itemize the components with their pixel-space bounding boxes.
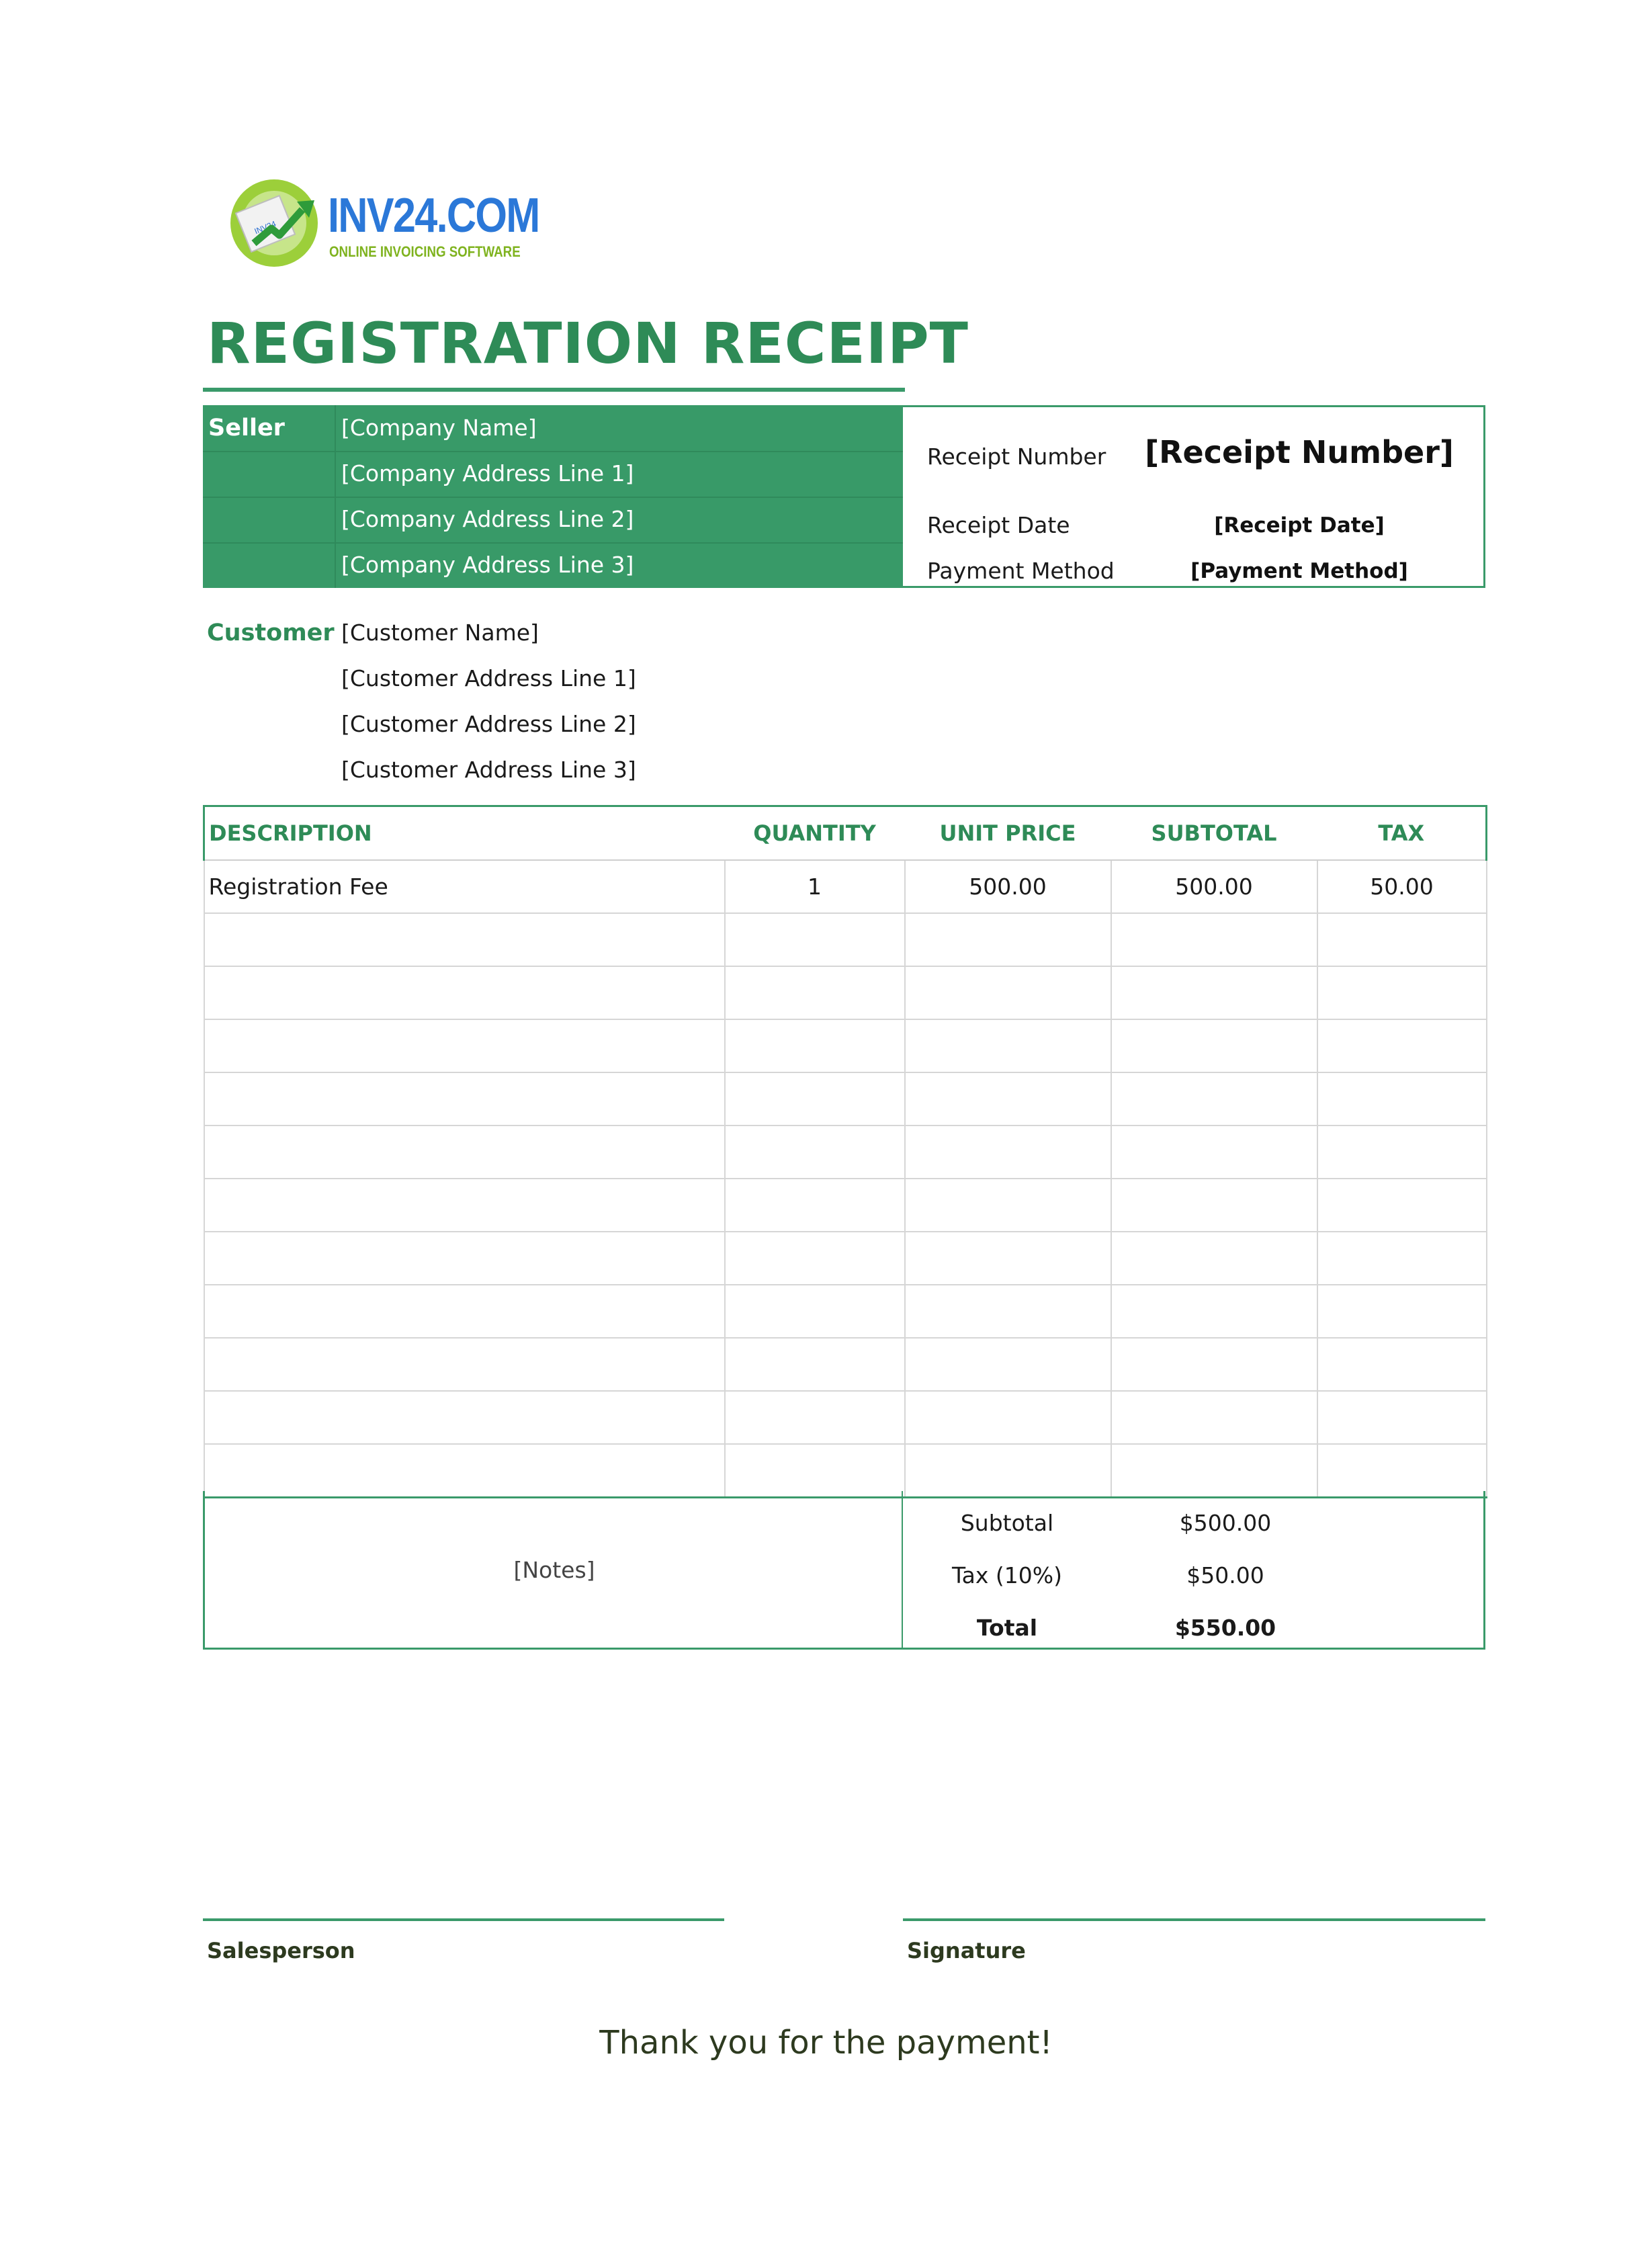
- cell-unit-price: [905, 966, 1111, 1019]
- table-row: [204, 1126, 1487, 1179]
- column-header-quantity: QUANTITY: [725, 806, 905, 861]
- customer-label: Customer: [207, 620, 335, 646]
- table-body: [204, 860, 1487, 1498]
- table-row: [204, 913, 1487, 966]
- receipt-number-value: [Receipt Number]: [1145, 434, 1454, 470]
- line-items-table: [203, 805, 1487, 1498]
- cell-description: [204, 1019, 725, 1072]
- payment-method-value: [Payment Method]: [1190, 559, 1408, 583]
- cell-unit-price: [905, 1444, 1111, 1498]
- cell-subtotal: [1111, 1391, 1317, 1444]
- cell-subtotal: [1111, 966, 1317, 1019]
- salesperson-label: Salesperson: [207, 1938, 355, 1963]
- customer-name: [Customer Name]: [341, 620, 539, 646]
- cell-unit-price: [905, 1179, 1111, 1232]
- subtotal-label: Subtotal: [960, 1510, 1054, 1536]
- total-value: $550.00: [1174, 1615, 1276, 1641]
- table-row: [204, 1444, 1487, 1498]
- seller-label: Seller: [208, 415, 285, 441]
- table-row: [204, 1338, 1487, 1391]
- column-header-unit-price: UNIT PRICE: [905, 806, 1111, 861]
- receipt-info-box: [903, 405, 1485, 588]
- cell-subtotal: 500.00: [1111, 860, 1317, 913]
- cell-quantity: [725, 1444, 905, 1498]
- cell-subtotal: [1111, 1179, 1317, 1232]
- cell-description: [204, 1232, 725, 1285]
- cell-quantity: [725, 1126, 905, 1179]
- signature-line: [903, 1918, 1485, 1921]
- notes-box: [203, 1491, 903, 1650]
- cell-description: [204, 1444, 725, 1498]
- customer-address-line-2: [Customer Address Line 2]: [341, 711, 636, 737]
- cell-description: [204, 1285, 725, 1338]
- cell-description: [204, 1072, 725, 1126]
- seller-row: [203, 497, 903, 544]
- cell-quantity: 1: [725, 860, 905, 913]
- cell-tax: 50.00: [1317, 860, 1487, 913]
- column-header-subtotal: SUBTOTAL: [1111, 806, 1317, 861]
- cell-unit-price: 500.00: [905, 860, 1111, 913]
- cell-description: [204, 1126, 725, 1179]
- cell-tax: [1317, 1072, 1487, 1126]
- signature-label: Signature: [907, 1938, 1026, 1963]
- cell-quantity: [725, 1019, 905, 1072]
- logo-tagline: ONLINE INVOICING SOFTWARE: [329, 243, 521, 260]
- seller-address-line-2: [Company Address Line 2]: [341, 506, 634, 532]
- cell-unit-price: [905, 1126, 1111, 1179]
- cell-tax: [1317, 1285, 1487, 1338]
- table-row: [204, 1391, 1487, 1444]
- cell-unit-price: [905, 1019, 1111, 1072]
- svg-text:INV24: INV24: [253, 218, 277, 237]
- cell-subtotal: [1111, 1019, 1317, 1072]
- cell-unit-price: [905, 1072, 1111, 1126]
- cell-description: Registration Fee: [204, 860, 725, 913]
- cell-tax: [1317, 966, 1487, 1019]
- receipt-date-label: Receipt Date: [927, 512, 1070, 538]
- tax-label: Tax (10%): [951, 1562, 1063, 1588]
- cell-subtotal: [1111, 1072, 1317, 1126]
- table-row: [204, 860, 1487, 913]
- cell-tax: [1317, 1232, 1487, 1285]
- cell-quantity: [725, 1391, 905, 1444]
- totals-box: [903, 1491, 1485, 1650]
- seller-row: [203, 451, 903, 498]
- cell-description: [204, 913, 725, 966]
- customer-address-line-3: [Customer Address Line 3]: [341, 757, 636, 783]
- cell-quantity: [725, 1072, 905, 1126]
- cell-description: [204, 1391, 725, 1444]
- seller-row: [203, 542, 903, 588]
- cell-unit-price: [905, 1232, 1111, 1285]
- table-row: [204, 1019, 1487, 1072]
- cell-quantity: [725, 1179, 905, 1232]
- cell-unit-price: [905, 1285, 1111, 1338]
- cell-tax: [1317, 1444, 1487, 1498]
- table-row: [204, 1232, 1487, 1285]
- cell-description: [204, 966, 725, 1019]
- cell-unit-price: [905, 913, 1111, 966]
- cell-quantity: [725, 1338, 905, 1391]
- table-row: [204, 1179, 1487, 1232]
- salesperson-signature-line: [203, 1918, 724, 1921]
- receipt-date-value: [Receipt Date]: [1214, 513, 1385, 538]
- cell-tax: [1317, 1126, 1487, 1179]
- cell-quantity: [725, 966, 905, 1019]
- cell-tax: [1317, 1338, 1487, 1391]
- cell-quantity: [725, 913, 905, 966]
- logo-name: INV24.COM: [328, 189, 539, 243]
- payment-method-label: Payment Method: [927, 558, 1115, 584]
- notes-text: [Notes]: [513, 1557, 595, 1583]
- title-underline: [203, 388, 905, 392]
- cell-subtotal: [1111, 1232, 1317, 1285]
- table-row: [204, 1072, 1487, 1126]
- cell-subtotal: [1111, 1338, 1317, 1391]
- total-label: Total: [976, 1615, 1038, 1641]
- seller-address-line-1: [Company Address Line 1]: [341, 460, 634, 486]
- seller-company-name: [Company Name]: [341, 415, 537, 441]
- tax-value: $50.00: [1186, 1562, 1264, 1588]
- cell-tax: [1317, 1019, 1487, 1072]
- inv24-logo: [227, 176, 539, 277]
- table-row: [204, 1285, 1487, 1338]
- cell-description: [204, 1179, 725, 1232]
- cell-subtotal: [1111, 1126, 1317, 1179]
- seller-row: [203, 405, 903, 452]
- cell-unit-price: [905, 1338, 1111, 1391]
- customer-address-line-1: [Customer Address Line 1]: [341, 665, 636, 691]
- cell-description: [204, 1338, 725, 1391]
- seller-address-line-3: [Company Address Line 3]: [341, 552, 634, 578]
- column-header-tax: TAX: [1317, 806, 1487, 861]
- table-row: [204, 966, 1487, 1019]
- cell-unit-price: [905, 1391, 1111, 1444]
- cell-subtotal: [1111, 1285, 1317, 1338]
- column-header-description: DESCRIPTION: [204, 806, 725, 861]
- cell-quantity: [725, 1285, 905, 1338]
- subtotal-value: $500.00: [1179, 1510, 1272, 1536]
- table-header-row: [204, 806, 1487, 861]
- page-title: REGISTRATION RECEIPT: [207, 310, 969, 376]
- cell-subtotal: [1111, 913, 1317, 966]
- thank-you-message: Thank you for the payment!: [599, 2024, 1053, 2062]
- cell-quantity: [725, 1232, 905, 1285]
- cell-tax: [1317, 913, 1487, 966]
- cell-tax: [1317, 1391, 1487, 1444]
- cell-tax: [1317, 1179, 1487, 1232]
- receipt-number-label: Receipt Number: [927, 443, 1106, 470]
- cell-subtotal: [1111, 1444, 1317, 1498]
- seller-block: [203, 405, 903, 588]
